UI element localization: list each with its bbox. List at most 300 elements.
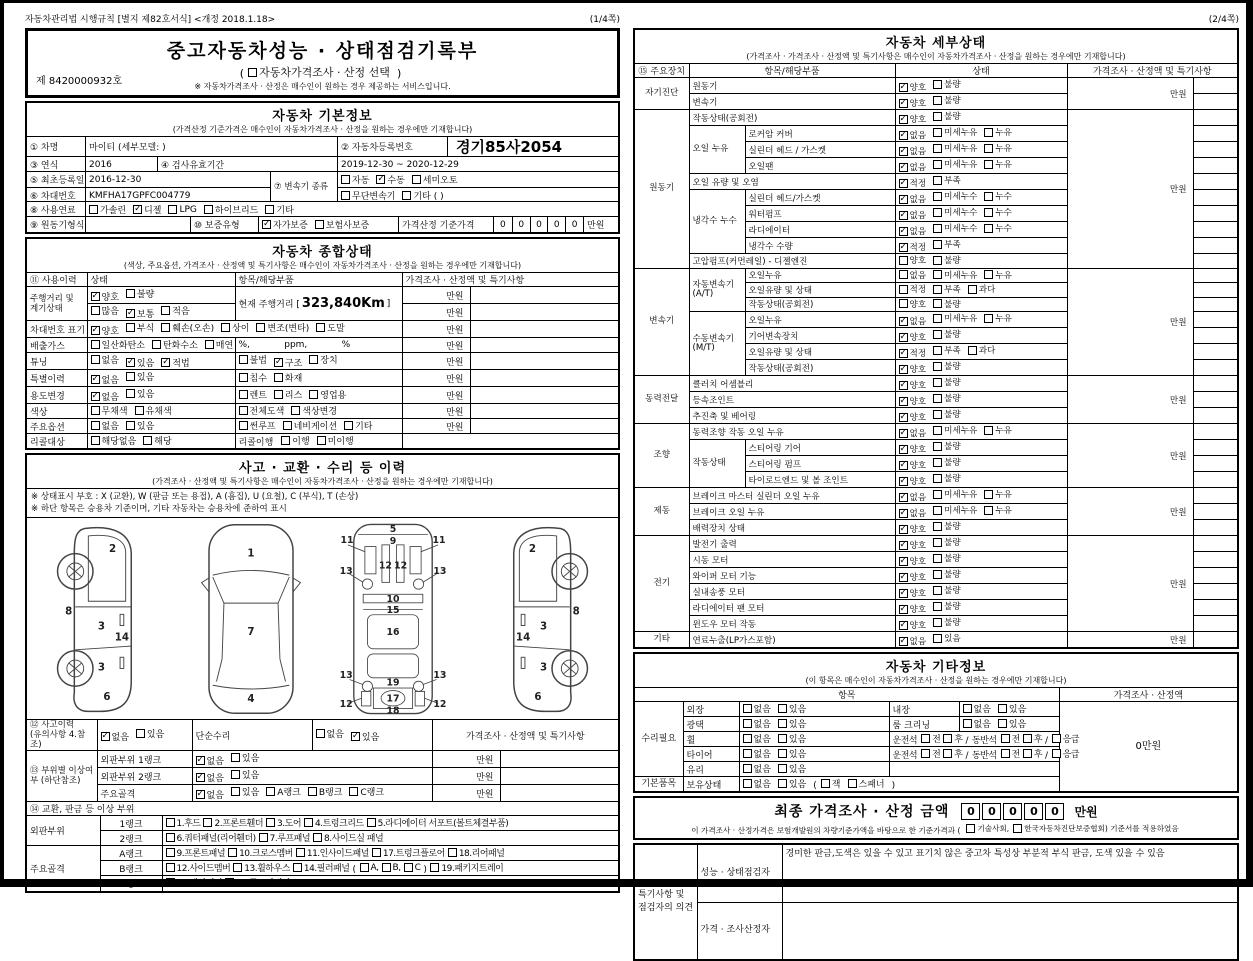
checkbox[interactable]: 영업용 — [309, 388, 346, 401]
empty-box-icon — [143, 436, 152, 445]
checkbox[interactable]: 불량 — [933, 472, 961, 484]
checkbox[interactable]: C랭크 — [349, 785, 384, 798]
checkbox[interactable]: 기타 ( ) — [402, 189, 443, 202]
engine-type-label: ⑨ 원동기형식 — [30, 221, 85, 231]
checkbox[interactable]: ✓ 양호 — [899, 379, 927, 391]
empty-box-icon — [933, 538, 942, 547]
checkbox[interactable]: ✓ 적정 — [899, 241, 927, 253]
checkbox[interactable]: 기타 — [344, 419, 372, 432]
checkbox[interactable]: 미세누수 — [933, 190, 977, 202]
checkbox[interactable]: 세미오토 — [412, 173, 458, 186]
base-price-unit: 만원 — [583, 217, 618, 232]
checkbox[interactable]: 무채색 — [91, 404, 128, 417]
svg-text:8: 8 — [65, 604, 73, 617]
checkbox[interactable]: ✓ 양호 — [899, 443, 927, 455]
checkbox[interactable]: 과다 — [968, 283, 996, 295]
checkbox[interactable]: 해당없음 — [91, 434, 137, 447]
checkbox[interactable]: 이행 — [281, 434, 309, 447]
checkbox[interactable]: 양호 — [899, 298, 927, 310]
checkbox[interactable]: 부식 — [126, 321, 154, 334]
empty-box-icon — [166, 878, 175, 887]
checkbox[interactable]: 9.프론트패널 — [166, 846, 226, 859]
checkbox[interactable]: 양호 — [899, 254, 927, 266]
accident-checks — [97, 720, 192, 751]
checkbox[interactable]: 미세누유 — [933, 269, 977, 281]
lower-items-note: ※ 하단 항목은 승용차 기준이며, 기타 자동차는 승용차에 준하여 표시 — [31, 504, 287, 514]
checked-box-icon: ✓ — [899, 459, 908, 470]
checkbox[interactable]: 자동차가격조사 · 산정 선택 — [248, 64, 390, 80]
checkbox[interactable]: 있음 — [126, 370, 154, 383]
memo-cell — [1193, 312, 1237, 328]
checkbox[interactable]: 불량 — [933, 568, 961, 580]
empty-box-icon — [239, 390, 248, 399]
svg-text:13: 13 — [339, 565, 353, 577]
checkbox[interactable]: 불법 — [239, 353, 267, 366]
checkbox[interactable]: 없음 — [743, 747, 771, 760]
checkbox[interactable]: ✓ 적정 — [899, 177, 927, 189]
checkbox[interactable]: 화재 — [274, 371, 302, 384]
checkbox[interactable]: 색상변경 — [291, 404, 337, 417]
checkbox[interactable]: 탄화수소 — [152, 338, 198, 351]
transmission-options-2 — [338, 188, 618, 203]
checkbox[interactable]: 무단변속기 — [341, 189, 395, 202]
checkbox[interactable]: 누유 — [984, 488, 1012, 500]
etc-row-name: 룸 크리닝 — [889, 717, 959, 732]
checkbox[interactable]: 미세누수 — [933, 206, 977, 218]
checkbox[interactable]: ✓ 없음 — [899, 427, 927, 439]
checked-box-icon: ✓ — [91, 374, 100, 384]
empty-box-icon — [933, 554, 942, 563]
checkbox[interactable]: 있음 — [231, 785, 259, 798]
device-state-checks — [895, 283, 1067, 298]
checkbox[interactable]: 있음 — [778, 747, 806, 760]
checkbox[interactable]: 미세누유 — [933, 488, 977, 500]
checkbox[interactable]: 누유 — [984, 142, 1012, 154]
checkbox[interactable]: 스패너 — [848, 777, 885, 790]
checkbox[interactable]: 없음 — [743, 702, 771, 715]
checkbox[interactable]: 변조(변타) — [256, 321, 309, 334]
checkbox[interactable]: 없음 — [963, 717, 991, 730]
checkbox[interactable]: 불량 — [933, 600, 961, 612]
empty-box-icon — [933, 192, 942, 201]
memo-cell — [1193, 408, 1237, 424]
state-code-note: ※ 상태표시 부호 : X (교환), W (판금 또는 용접), A (흠집), U (요철), C (부식), T (손상) — [31, 492, 359, 502]
section-title: 사고 · 교환 · 수리 등 이력 — [238, 461, 407, 476]
device-state-checks — [895, 268, 1067, 283]
checkbox[interactable]: 불량 — [933, 456, 961, 468]
checkbox[interactable]: 누수 — [984, 222, 1012, 234]
checked-box-icon: ✓ — [899, 81, 908, 92]
checkbox[interactable]: 적음 — [161, 304, 189, 317]
checkbox[interactable]: 누수 — [984, 206, 1012, 218]
checkbox[interactable]: ✓ 없음 — [899, 635, 927, 647]
col-state: 상태 — [895, 64, 1067, 78]
checkbox[interactable]: 없음 — [316, 727, 344, 740]
checkbox[interactable]: 전 — [921, 732, 940, 745]
memo-cell — [1193, 376, 1237, 392]
memo-cell — [1193, 94, 1237, 110]
device-group-label: 제동 — [635, 488, 689, 536]
checkbox[interactable]: 리스 — [274, 388, 302, 401]
checkbox[interactable]: B랭크 — [308, 785, 343, 798]
checkbox[interactable]: 부족 — [933, 238, 961, 250]
checkbox[interactable]: 침수 — [239, 371, 267, 384]
etc-row-name: 타이어 — [683, 747, 739, 762]
checkbox[interactable]: 있음 — [998, 702, 1026, 715]
checkbox[interactable]: C — [404, 863, 421, 873]
checkbox[interactable]: 3.도어 — [266, 816, 301, 829]
checkbox[interactable]: 보험사보증 — [315, 218, 369, 231]
checkbox[interactable]: 불량 — [933, 552, 961, 564]
checkbox[interactable]: 미세누수 — [933, 222, 977, 234]
checkbox[interactable]: 전 — [1001, 732, 1020, 745]
final-price-digits — [959, 803, 1064, 820]
checkbox[interactable]: 불량 — [933, 254, 961, 266]
checkbox[interactable]: 부족 — [933, 344, 961, 356]
checkbox[interactable]: 2.프론트휀더 — [203, 816, 263, 829]
checkbox[interactable]: 누유 — [984, 424, 1012, 436]
etc-row-checks — [739, 702, 889, 717]
checkbox[interactable]: ✓ 없음 — [899, 491, 927, 503]
checkbox[interactable]: 있음 — [778, 732, 806, 745]
checkbox[interactable]: ✓ 양호 — [899, 539, 927, 551]
car-top-diagram — [189, 521, 313, 717]
checkbox[interactable]: 있음 — [778, 702, 806, 715]
device-state-checks — [895, 78, 1067, 94]
checkbox[interactable]: 상이 — [221, 321, 249, 334]
checkbox[interactable]: 없음 — [91, 353, 119, 366]
amount-digit: 0 — [1003, 803, 1022, 820]
checkbox[interactable]: 없음 — [743, 717, 771, 730]
svg-text:15: 15 — [386, 604, 400, 616]
checkbox[interactable]: 미세누유 — [933, 504, 977, 516]
checkbox[interactable]: 12.사이드멤버 — [166, 861, 231, 874]
device-state-checks — [895, 536, 1067, 552]
checkbox[interactable]: 잭 — [821, 777, 841, 790]
price-unit: 만원 — [1067, 376, 1193, 424]
checkbox[interactable]: 장치 — [309, 353, 337, 366]
checkbox[interactable]: 누유 — [984, 269, 1012, 281]
price-unit: 만원 — [402, 338, 470, 353]
checkbox[interactable]: 불량 — [933, 440, 961, 452]
checkbox[interactable]: ✓ 디젤 — [134, 204, 162, 216]
checkbox[interactable]: ✓ 없음 — [899, 507, 927, 519]
option-state — [87, 419, 235, 434]
basic-items-label: 기본품목 — [635, 777, 683, 792]
checkbox[interactable]: 불량 — [933, 328, 961, 340]
checkbox[interactable]: ✓ 적정 — [899, 347, 927, 359]
checkbox[interactable]: 있음 — [778, 777, 806, 790]
checked-box-icon: ✓ — [899, 145, 908, 156]
checkbox[interactable]: 없음 — [899, 269, 927, 281]
memo-cell — [1193, 142, 1237, 158]
checkbox[interactable]: ✓ 없음 — [899, 145, 927, 157]
checkbox[interactable]: 불량 — [933, 78, 961, 90]
checkbox[interactable]: ✓ 양호 — [91, 325, 119, 337]
checkbox[interactable]: ✓ 양호 — [899, 587, 927, 599]
memo-cell — [1193, 424, 1237, 440]
checkbox[interactable]: 미세누유 — [933, 126, 977, 138]
memo-cell — [470, 287, 618, 304]
checkbox[interactable]: ✓ 있음 — [126, 357, 155, 369]
checkbox[interactable]: 후 — [1023, 732, 1042, 745]
device-state-checks — [895, 238, 1067, 254]
checkbox[interactable]: 4.트렁크리드 — [304, 816, 364, 829]
empty-box-icon — [313, 833, 322, 842]
checked-box-icon: ✓ — [899, 507, 908, 518]
checkbox[interactable]: 후 — [943, 732, 962, 745]
checkbox[interactable]: ✓ 없음 — [196, 789, 224, 801]
checkbox[interactable]: 19.패키지트레이 — [430, 861, 503, 874]
checkbox[interactable]: 미세누유 — [933, 142, 977, 154]
checkbox[interactable]: 전체도색 — [239, 404, 285, 417]
checkbox[interactable]: 전 — [1001, 747, 1020, 760]
checkbox[interactable]: ✓ 양호 — [899, 411, 927, 423]
checkbox[interactable]: 불량 — [933, 520, 961, 532]
checkbox[interactable]: 불량 — [933, 616, 961, 628]
checkbox[interactable]: B, — [382, 863, 401, 873]
final-price-note — [635, 822, 1237, 838]
checkbox[interactable]: 미이행 — [317, 434, 354, 447]
checkbox[interactable]: 10.크로스멤버 — [228, 846, 293, 859]
empty-box-icon — [933, 256, 942, 265]
checkbox[interactable]: 매연 — [205, 338, 233, 351]
checkbox[interactable]: 응급 — [1052, 747, 1079, 760]
checkbox[interactable]: ✓ 없음 — [899, 315, 927, 327]
plain-text: ( — [813, 781, 817, 791]
checkbox[interactable]: 한국자동차진단보증협회) 기준서를 적용하였음 — [1013, 823, 1179, 834]
rank-label: 1랭크 — [100, 816, 162, 831]
checkbox[interactable]: 후 — [1023, 747, 1042, 760]
checkbox[interactable]: 11.인사이드패널 — [296, 846, 369, 859]
checkbox[interactable]: 불량 — [933, 392, 961, 404]
checkbox[interactable]: ✓ 양호 — [899, 571, 927, 583]
page-2 — [633, 12, 1239, 961]
checkbox[interactable]: ✓ 양호 — [899, 603, 927, 615]
checkbox[interactable]: 하이브리드 — [204, 203, 258, 216]
checkbox[interactable]: ✓ 양호 — [899, 97, 927, 109]
checkbox[interactable]: 기타 — [265, 203, 293, 216]
checkbox[interactable]: 누수 — [984, 190, 1012, 202]
checkbox[interactable]: ✓ 양호 — [899, 475, 927, 487]
checkbox[interactable]: ✓ 없음 — [899, 161, 927, 173]
checkbox[interactable]: 많음 — [91, 304, 119, 317]
empty-box-icon — [984, 270, 993, 279]
checkbox[interactable]: 부족 — [933, 174, 961, 186]
checkbox[interactable]: 불량 — [933, 408, 961, 420]
checkbox[interactable]: 후 — [943, 747, 962, 760]
device-state-checks — [895, 552, 1067, 568]
checkbox[interactable]: 불량 — [933, 298, 961, 310]
checkbox[interactable]: 5.라디에이터 서포트(볼트체결부품) — [367, 816, 509, 829]
device-sub-label: 냉각수 누수 — [689, 190, 745, 254]
checkbox[interactable]: ✓ 적법 — [162, 357, 190, 369]
checkbox[interactable]: 해당 — [143, 434, 171, 447]
device-state-checks — [895, 568, 1067, 584]
checkbox[interactable]: ✓ 양호 — [899, 81, 927, 93]
checkbox[interactable]: ✓ 양호 — [899, 555, 927, 567]
checkbox[interactable]: 누유 — [984, 504, 1012, 516]
checkbox[interactable]: 있음 — [998, 717, 1026, 730]
checkbox[interactable]: ✓ 구조 — [274, 357, 303, 369]
checkbox[interactable]: 전 — [921, 747, 940, 760]
checkbox[interactable]: 불량 — [126, 287, 154, 300]
checkbox[interactable]: 7.루프패널 — [259, 831, 310, 844]
checkbox[interactable]: 일산화탄소 — [91, 338, 145, 351]
checkbox[interactable]: ✓ 없음 — [196, 772, 224, 784]
device-group-label: 조향 — [635, 424, 689, 488]
svg-text:3: 3 — [539, 660, 548, 673]
checkbox[interactable]: 적정 — [899, 283, 927, 295]
checked-box-icon: ✓ — [91, 391, 100, 401]
checkbox[interactable]: ✓ 수동 — [377, 174, 405, 186]
checkbox[interactable]: 없음 — [743, 732, 771, 745]
memo-cell — [470, 387, 618, 404]
checkbox[interactable]: 14.필러패널 — [293, 861, 350, 874]
checked-box-icon: ✓ — [377, 174, 385, 184]
checkbox[interactable]: 렌트 — [239, 388, 267, 401]
tuning-label: 튜닝 — [27, 353, 87, 370]
checkbox[interactable]: 있음 — [136, 727, 164, 740]
checkbox[interactable]: 과다 — [968, 344, 996, 356]
checkbox[interactable]: 자동 — [341, 173, 369, 186]
checkbox[interactable]: ✓ 없음 — [899, 193, 927, 205]
checkbox[interactable]: 15.대쉬패널 — [166, 876, 223, 889]
svg-text:13: 13 — [432, 669, 447, 681]
checkbox[interactable]: 누유 — [984, 126, 1012, 138]
checkbox[interactable]: 응급 — [1052, 732, 1079, 745]
checkbox[interactable]: ✓ 자가보증 — [263, 219, 308, 231]
checkbox[interactable]: 훼손(오손) — [161, 321, 214, 334]
checkbox[interactable]: 유채색 — [135, 404, 172, 417]
checkbox[interactable]: 불량 — [933, 584, 961, 596]
checkbox[interactable]: 미세누유 — [933, 158, 977, 170]
checkbox[interactable]: 썬루프 — [239, 419, 276, 432]
checkbox[interactable]: ✓ 양호 — [899, 395, 927, 407]
checkbox[interactable]: ✓ 있음 — [351, 731, 380, 743]
checkbox[interactable]: 18.리어패널 — [448, 846, 505, 859]
checkbox[interactable]: ✓ 없음 — [91, 374, 119, 386]
checkbox[interactable]: ✓ 없음 — [91, 391, 119, 403]
opinion-table — [635, 845, 1237, 959]
checkbox[interactable]: ✓ 양호 — [899, 459, 927, 471]
checkbox[interactable]: 미세누유 — [933, 424, 977, 436]
device-state-checks — [895, 312, 1067, 328]
checkbox[interactable]: ✓ 양호 — [899, 363, 927, 375]
checkbox[interactable]: 있음 — [778, 717, 806, 730]
checkbox[interactable]: 8.사이드실 패널 — [313, 831, 383, 844]
svg-text:12: 12 — [378, 560, 392, 572]
overall-state-table — [27, 273, 618, 448]
checkbox[interactable]: 있음 — [778, 762, 806, 775]
checked-box-icon: ✓ — [899, 209, 908, 220]
checked-box-icon: ✓ — [899, 395, 908, 406]
zone-row-checks — [192, 768, 432, 785]
usage-change-state — [87, 387, 235, 404]
checkbox[interactable]: 6.쿼터패널(리어휀더) — [166, 831, 256, 844]
checkbox[interactable]: 16.플로어패널 — [225, 876, 290, 889]
empty-box-icon — [309, 355, 318, 364]
device-sub-label: 자동변속기 (A/T) — [689, 268, 745, 312]
checkbox[interactable]: ✓ 없음 — [899, 209, 927, 221]
checkbox[interactable]: 있음 — [933, 632, 961, 644]
base-price-digits — [493, 217, 583, 232]
fuel-options — [85, 202, 618, 217]
checkbox[interactable]: 네비게이션 — [283, 419, 337, 432]
checkbox[interactable]: ✓ 없음 — [101, 731, 129, 743]
page-number: (1/4쪽) — [589, 15, 620, 25]
inspector-label: 성능 · 상태점검자 — [697, 845, 782, 902]
checkbox[interactable]: 미세누유 — [933, 312, 977, 324]
checkbox[interactable]: 도말 — [316, 321, 344, 334]
exchange-parts-table — [27, 801, 618, 891]
checkbox[interactable]: 1.후드 — [166, 816, 201, 829]
exchange-label: ⑭ 교환, 판금 등 이상 부위 — [27, 802, 618, 816]
simple-repair-label: 단순수리 — [192, 720, 312, 751]
checkbox[interactable]: ✓ 양호 — [899, 619, 927, 631]
checkbox[interactable]: A, — [360, 863, 379, 873]
checkbox[interactable]: 불량 — [933, 376, 961, 388]
checkbox[interactable]: 있음 — [231, 768, 259, 781]
checkbox[interactable]: 17.트렁크플로어 — [372, 846, 445, 859]
checkbox[interactable]: 있음 — [126, 387, 154, 400]
checkbox[interactable]: ✓ 없음 — [196, 755, 224, 767]
checkbox[interactable]: LPG — [168, 205, 196, 215]
checkbox[interactable]: ✓ 없음 — [899, 129, 927, 141]
checkbox[interactable]: ✓ 없음 — [899, 225, 927, 237]
empty-box-icon — [274, 373, 283, 382]
checkbox[interactable]: 부족 — [933, 283, 961, 295]
memo-cell — [470, 370, 618, 387]
checked-box-icon: ✓ — [899, 97, 908, 108]
checked-box-icon: ✓ — [899, 315, 908, 326]
checkbox[interactable]: 있음 — [126, 419, 154, 432]
checkbox[interactable]: ✓ 양호 — [899, 523, 927, 535]
empty-box-icon — [239, 373, 248, 382]
checkbox[interactable]: ✓ 양호 — [91, 291, 119, 303]
checkbox[interactable]: ✓ 양호 — [899, 113, 927, 125]
checkbox[interactable]: 누유 — [984, 312, 1012, 324]
checkbox[interactable]: A랭크 — [266, 785, 301, 798]
checkbox[interactable]: 불량 — [933, 94, 961, 106]
empty-box-icon — [135, 406, 144, 415]
checkbox[interactable]: 누유 — [984, 158, 1012, 170]
checkbox[interactable]: 있음 — [231, 751, 259, 764]
device-state-checks — [895, 408, 1067, 424]
checkbox[interactable]: 가솔린 — [89, 203, 126, 216]
checkbox[interactable]: 불량 — [933, 110, 961, 122]
checkbox[interactable]: 없음 — [743, 777, 771, 790]
checked-box-icon: ✓ — [263, 219, 271, 229]
empty-box-icon — [933, 522, 942, 531]
checkbox[interactable]: 불량 — [933, 360, 961, 372]
tuning-item — [235, 353, 402, 370]
checkbox[interactable]: 불량 — [933, 536, 961, 548]
checkbox[interactable]: 기술사회, — [966, 823, 1009, 834]
checkbox[interactable]: ✓ 양호 — [899, 331, 927, 343]
checkbox[interactable]: 13.휠하우스 — [233, 861, 290, 874]
memo-cell — [1193, 110, 1237, 126]
section-title: 자동차 종합상태 — [272, 245, 373, 260]
checkbox[interactable]: 없음 — [963, 702, 991, 715]
checkbox[interactable]: 없음 — [91, 419, 119, 432]
checked-box-icon: ✓ — [899, 427, 908, 438]
checkbox[interactable]: ✓ 보통 — [126, 308, 155, 320]
checkbox[interactable]: 없음 — [743, 762, 771, 775]
device-sub-label: 작동상태 — [689, 440, 745, 488]
memo-cell — [1193, 283, 1237, 298]
empty-box-icon — [778, 764, 787, 773]
